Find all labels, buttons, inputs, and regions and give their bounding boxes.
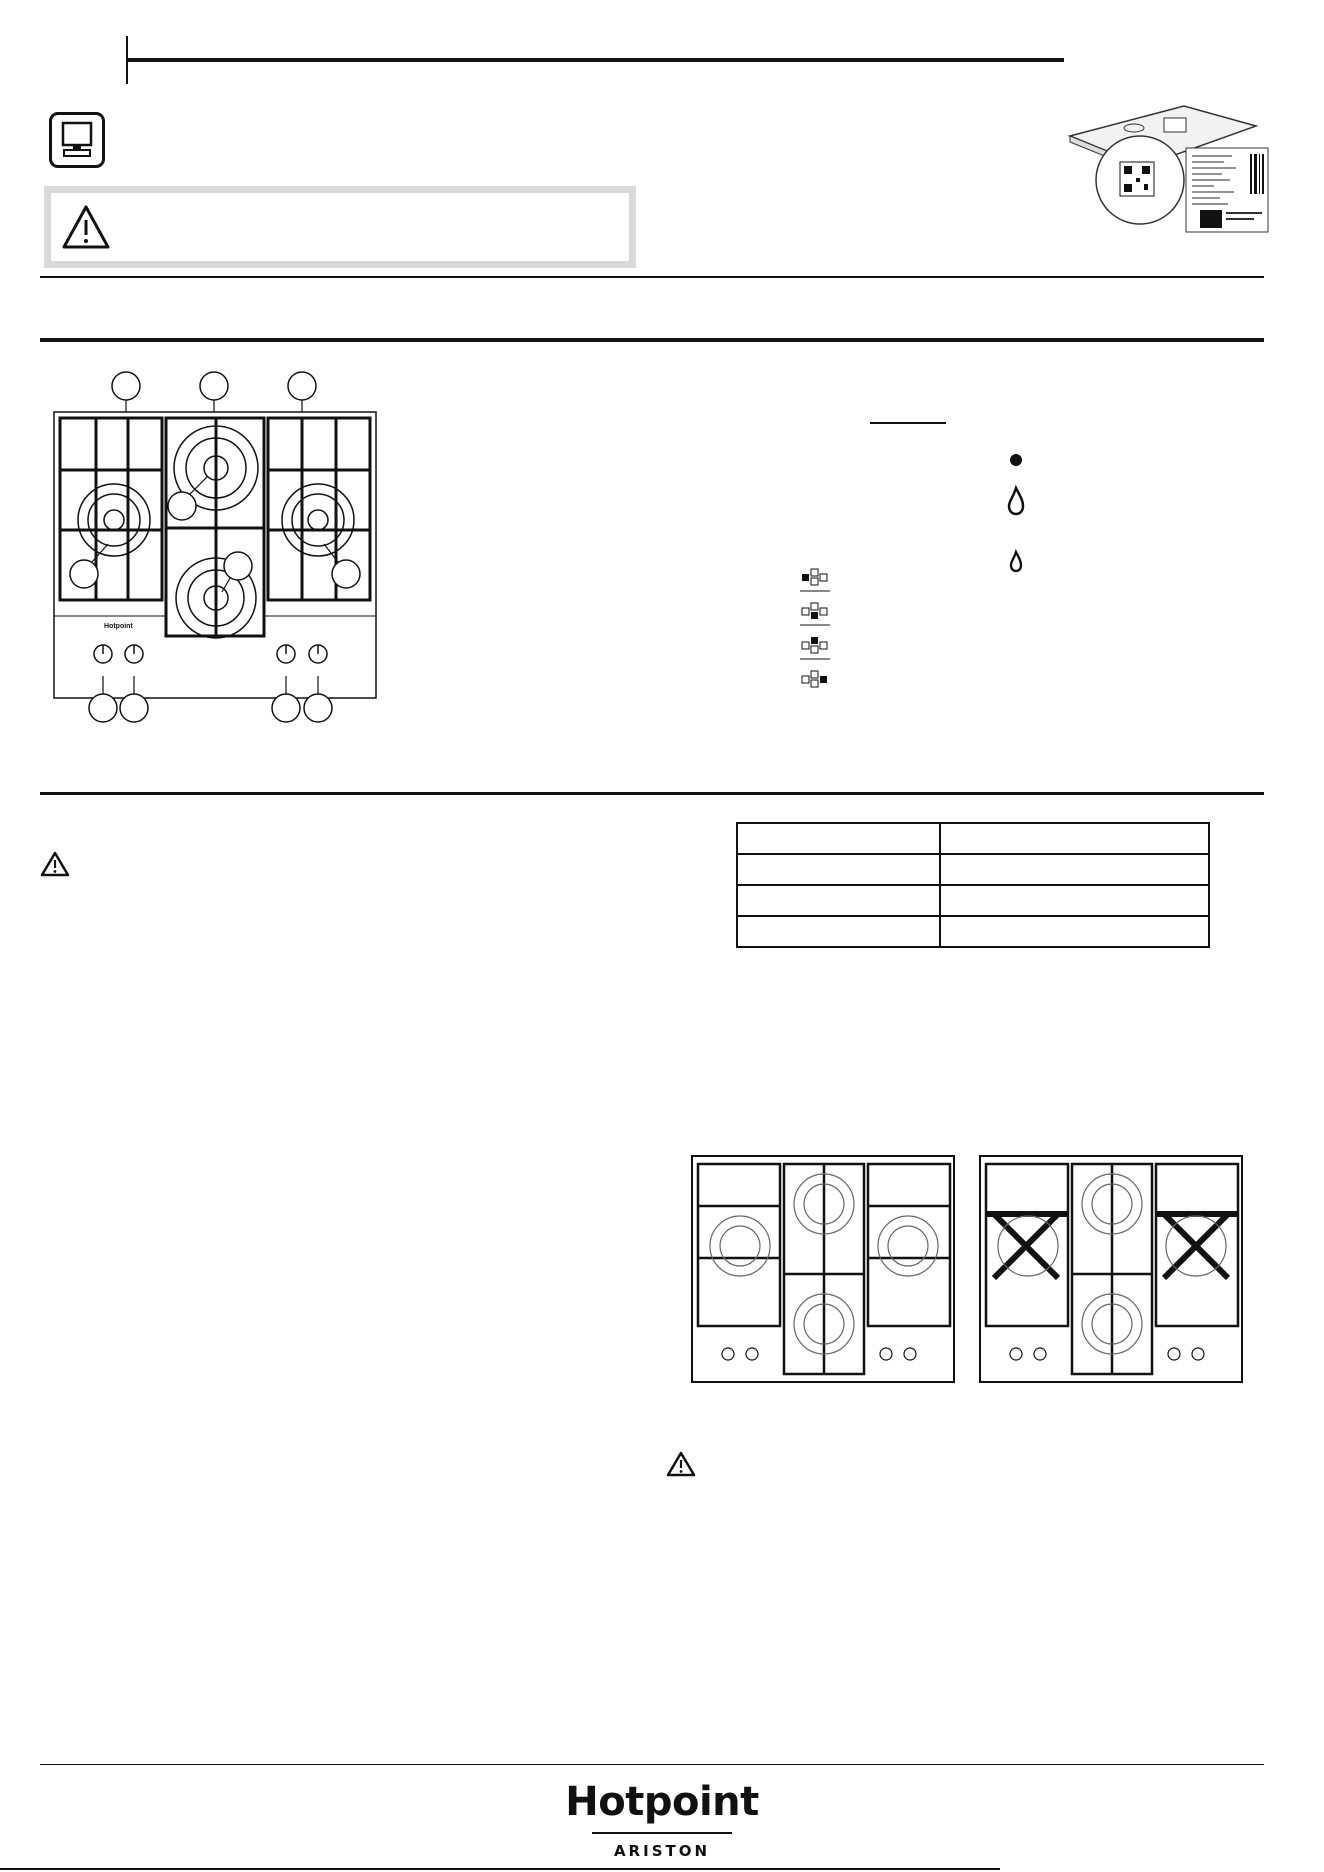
warning-triangle-icon-3 [666,1450,696,1478]
section-rule-1 [40,276,1264,278]
footer-logo [500,1780,824,1860]
callout-2 [200,372,228,400]
callout-6 [224,552,252,580]
callout-7 [332,560,360,588]
callout-8 [89,694,117,722]
callout-11 [304,694,332,722]
callout-1 [112,372,140,400]
warning-triangle-icon-2 [40,850,70,878]
hob-diagram [48,360,388,760]
brand-separator [592,1832,732,1834]
header-rule [126,58,1064,62]
knob-position-2-icon [800,603,830,625]
product-label-qr-icon [1064,96,1274,246]
knob-position-1-icon [800,569,830,591]
knob-position-icons [800,568,840,698]
table-cell [737,854,940,885]
table-cell [737,916,940,947]
table-cell [940,854,1209,885]
brand-sub: ARISTON [613,1842,711,1860]
table-cell [940,823,1209,854]
knob-position-3-icon [800,637,830,659]
warning-triangle-icon [61,203,111,253]
grid-positioning-incorrect [978,1154,1246,1386]
legend-underline [870,422,946,424]
callout-9 [120,694,148,722]
grid-positioning-correct [690,1154,958,1386]
table-cell [940,916,1209,947]
spec-table [736,822,1210,948]
table-cell [737,885,940,916]
warning-box [44,186,636,268]
section-rule-3 [40,792,1264,795]
callout-5 [70,560,98,588]
panel-brand: Hotpoint [104,623,133,630]
off-dot-icon [1006,450,1026,470]
table-row [737,854,1209,885]
table-cell [940,885,1209,916]
callout-10 [272,694,300,722]
bottom-rule [0,1868,1000,1870]
brand-name: Hotpoint [565,1779,759,1825]
callout-4 [168,492,196,520]
table-cell [737,823,940,854]
flame-large-icon [1006,486,1026,516]
flame-small-icon [1008,550,1028,576]
footer-rule [40,1764,1264,1765]
section-rule-2 [40,338,1264,342]
table-row [737,823,1209,854]
table-row [737,885,1209,916]
callout-3 [288,372,316,400]
monitor-icon [49,112,105,168]
table-row [737,916,1209,947]
knob-position-4-icon [802,671,827,687]
